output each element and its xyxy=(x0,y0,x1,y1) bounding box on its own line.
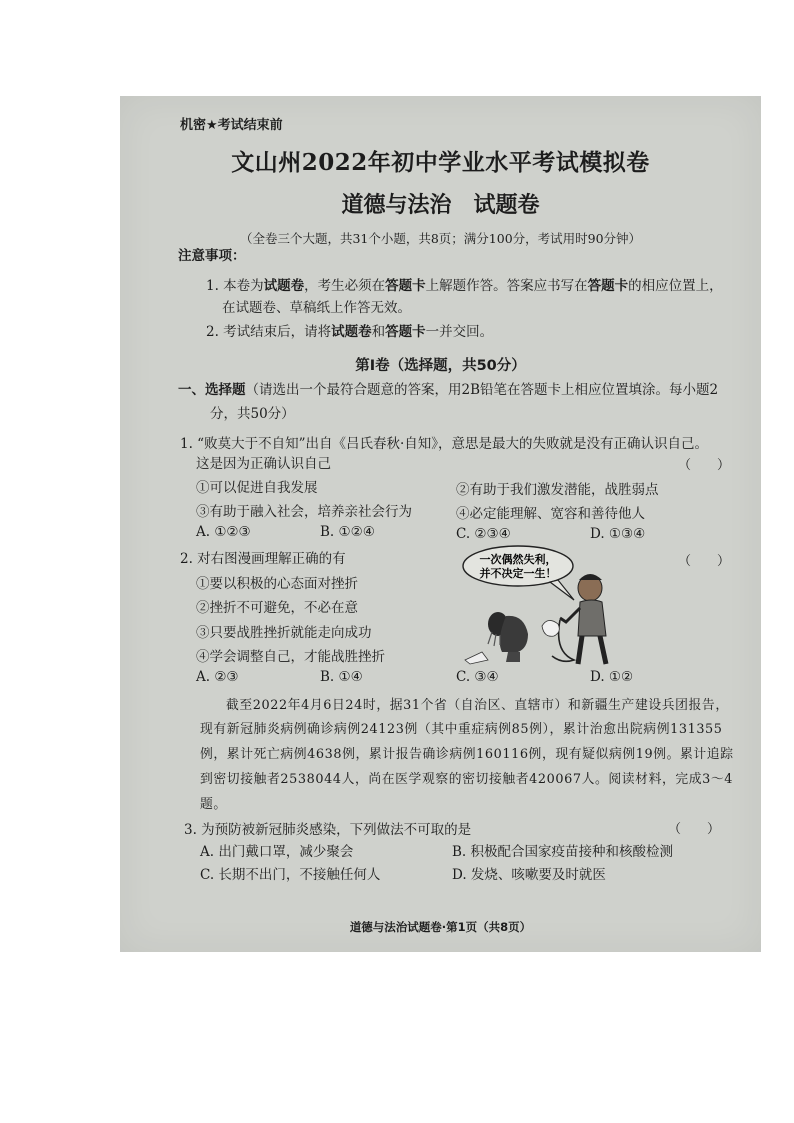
material-line-5: 题。 xyxy=(200,797,227,812)
q1-statement-1: ①可以促进自我发展 xyxy=(196,480,318,496)
material-line-2: 现有新冠肺炎病例确诊病例24123例（其中重症病例85例），累计治愈出院病例131355 xyxy=(200,722,723,737)
q2-statement-1: ①要以积极的心态面对挫折 xyxy=(196,576,358,592)
q1-stem-cont: 这是因为正确认识自己 xyxy=(196,456,331,472)
q2-option-d[interactable]: D. ①② xyxy=(590,669,634,685)
speech-bubble xyxy=(463,546,574,600)
q1-option-b[interactable]: B. ①②④ xyxy=(320,524,375,540)
q2-statement-4: ④学会调整自己，才能战胜挫折 xyxy=(196,649,385,665)
q2-stem: 2. 对右图漫画理解正确的有 xyxy=(180,551,346,567)
q1-statement-4: ④必定能理解、宽容和善待他人 xyxy=(456,506,645,522)
q3-stem: 3. 为预防被新冠肺炎感染，下列做法不可取的是 xyxy=(184,822,472,838)
q1-statement-2: ②有助于我们激发潜能，战胜弱点 xyxy=(456,482,659,498)
q3-option-d[interactable]: D. 发烧、咳嗽要及时就医 xyxy=(452,867,606,883)
q1-answer-paren[interactable]: （ ） xyxy=(678,458,731,473)
material-line-4: 到密切接触者2538044人，尚在医学观察的密切接触者420067人。阅读材料，完成3～4 xyxy=(200,772,734,787)
section-1-heading: 一、选择题（请选出一个最符合题意的答案，用2B铅笔在答题卡上相应位置填涂。每小题2 xyxy=(178,382,719,398)
bubble-text-1: 一次偶然失利， xyxy=(479,553,557,566)
page-footer: 道德与法治试题卷·第1页（共8页） xyxy=(349,920,532,934)
q2-option-a[interactable]: A. ②③ xyxy=(196,669,239,685)
q1-stem: 1. “败莫大于不自知”出自《吕氏春秋·自知》，意思是最大的失败就是没有正确认识自己。 xyxy=(180,436,709,452)
exam-sheet xyxy=(120,96,761,952)
bubble-text-2: 并不决定一生！ xyxy=(479,567,557,580)
q2-answer-paren[interactable]: （ ） xyxy=(678,554,731,569)
material-line-3: 例，累计死亡病例4638例，累计报告确诊病例160116例，现有疑似病例19例。累计追踪 xyxy=(200,747,734,762)
q3-answer-paren[interactable]: （ ） xyxy=(668,822,721,837)
q2-option-b[interactable]: B. ①④ xyxy=(320,669,363,685)
material-line-1: 截至2022年4月6日24时，据31个省（自治区、直辖市）和新疆生产建设兵团报告， xyxy=(226,698,729,713)
q3-option-b[interactable]: B. 积极配合国家疫苗接种和核酸检测 xyxy=(452,844,674,860)
q3-option-a[interactable]: A. 出门戴口罩，减少聚会 xyxy=(200,844,354,860)
confidential-label: 机密★考试结束前 xyxy=(180,118,283,133)
comic-illustration xyxy=(462,544,638,670)
q2-statement-3: ③只要战胜挫折就能走向成功 xyxy=(196,625,372,641)
section-1-title: 第Ⅰ卷（选择题，共50分） xyxy=(355,358,526,374)
encouraging-man xyxy=(542,574,606,664)
paper-type-label: 试题卷 xyxy=(473,192,540,218)
notice-heading: 注意事项： xyxy=(178,248,246,264)
subject-label: 道德与法治 xyxy=(341,192,452,218)
q1-statement-3: ③有助于融入社会，培养亲社会行为 xyxy=(196,504,412,520)
crying-boy xyxy=(465,612,528,664)
q2-statement-2: ②挫折不可避免，不必在意 xyxy=(196,600,358,616)
section-1-heading-cont: 分，共50分） xyxy=(210,406,295,422)
q2-option-c[interactable]: C. ③④ xyxy=(456,669,499,685)
exam-subtitle xyxy=(120,188,761,219)
exam-title: 文山州2022年初中学业水平考试模拟卷 xyxy=(231,149,650,176)
q1-option-d[interactable]: D. ①③④ xyxy=(590,526,646,542)
notice-item-2: 2. 考试结束后，请将试题卷和答题卡一并交回。 xyxy=(206,324,494,340)
exam-info: （全卷三个大题，共31个小题，共8页；满分100分，考试用时90分钟） xyxy=(239,231,642,246)
q3-option-c[interactable]: C. 长期不出门，不接触任何人 xyxy=(200,867,381,883)
notice-item-1-cont: 在试题卷、草稿纸上作答无效。 xyxy=(222,300,411,316)
q1-option-a[interactable]: A. ①②③ xyxy=(196,524,251,540)
q1-option-c[interactable]: C. ②③④ xyxy=(456,526,511,542)
notice-item-1: 1. 本卷为试题卷，考生必须在答题卡上解题作答。答案应书写在答题卡的相应位置上， xyxy=(206,278,723,294)
